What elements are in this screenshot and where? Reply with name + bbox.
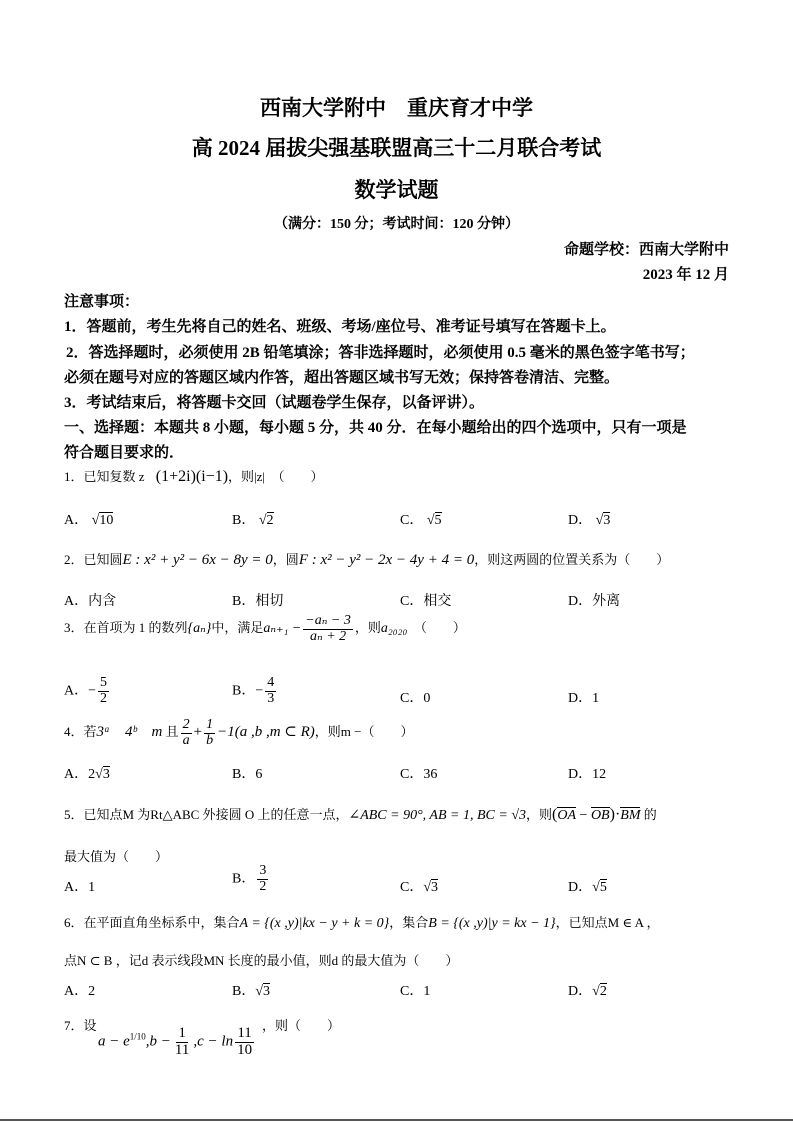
option-value: 10	[99, 513, 114, 528]
q1-option-c[interactable]: C． √5	[400, 513, 442, 528]
q4-mid: 且	[162, 724, 179, 740]
page-bottom-divider	[0, 1119, 793, 1121]
question-1	[64, 466, 324, 486]
q5-option-a[interactable]	[64, 876, 95, 896]
q4-option-b[interactable]	[232, 763, 262, 783]
q4-plus: +	[193, 724, 203, 741]
q6-option-d[interactable]: D．√2	[568, 984, 607, 999]
q6-option-b[interactable]: B．√3	[232, 984, 271, 999]
option-value: 1	[592, 691, 600, 706]
option-value: 内含	[88, 594, 117, 609]
option-label: A．	[64, 880, 89, 895]
q5-vector-oa: OA	[557, 808, 577, 823]
q6-prefix: 6．在平面直角坐标系中，集合	[64, 915, 240, 930]
q3-option-a[interactable]	[64, 676, 111, 706]
q5-suffix: 的	[640, 807, 657, 822]
option-label: C．	[400, 691, 424, 706]
q7-c-fraction	[235, 1026, 254, 1059]
question-5	[64, 804, 657, 824]
q4-f2-den: b	[206, 732, 214, 748]
option-value: 2	[266, 513, 274, 528]
option-coef: 2	[88, 767, 96, 782]
q4-f2-num: 1	[206, 717, 214, 732]
section-header-cont: 符合题目要求的．	[64, 445, 185, 461]
option-num: 3	[259, 863, 267, 878]
q3-prefix: 3．在首项为 1 的数列	[64, 620, 188, 636]
q3-seq: {aₙ}	[187, 621, 212, 637]
option-label: C．	[400, 880, 424, 895]
q4-suffix: ，则m −（ ）	[314, 724, 414, 740]
q7-suffix: ，则（ ）	[262, 1018, 341, 1033]
q4-option-c[interactable]	[400, 763, 437, 783]
q7-b-den: 11	[174, 1041, 190, 1058]
q3-option-c[interactable]	[400, 687, 430, 707]
q5-line2: 最大值为（ ）	[64, 849, 169, 864]
q2-option-b[interactable]	[232, 590, 283, 610]
option-value: 3	[102, 767, 110, 782]
option-value: 1	[88, 880, 96, 895]
option-fraction	[265, 676, 276, 706]
exam-title: 高 2024 届拔尖强基联盟高三十二月联合考试	[191, 136, 602, 160]
option-label: A．	[64, 984, 89, 999]
q7-prefix: 7．设	[64, 1018, 97, 1033]
option-label: B．	[232, 513, 256, 528]
option-value: 12	[592, 767, 607, 782]
q6-line2: 点N ⊂ B ，记d 表示线段MN 长度的最小值，则d 的最大值为（ ）	[64, 953, 459, 968]
option-value: 5	[434, 513, 442, 528]
q6-option-a[interactable]	[64, 980, 95, 1000]
q3-denominator: aₙ + 2	[310, 628, 347, 644]
q3-option-b[interactable]	[232, 676, 278, 706]
option-label: D．	[568, 691, 593, 706]
q7-c-den: 10	[237, 1041, 253, 1058]
option-label: B．	[232, 767, 256, 782]
option-value: 0	[423, 691, 431, 706]
q3-fraction	[303, 614, 353, 644]
option-label: D．	[568, 767, 593, 782]
option-label: B．	[232, 683, 256, 699]
q1-math: (1+2i)(i−1)	[155, 468, 229, 485]
option-value: 外离	[592, 594, 621, 609]
option-num: 4	[267, 675, 275, 690]
q2-prefix: 2．已知圆	[64, 552, 123, 567]
option-label: D．	[568, 880, 593, 895]
option-label: D．	[568, 513, 593, 528]
q4-f1-den: a	[182, 732, 190, 748]
exam-info: （满分：150 分；考试时间：120 分钟）	[274, 217, 519, 232]
q2-suffix: ，则这两圆的位置关系为（ ）	[474, 552, 670, 567]
q4-rest: −1(a ,b ,m ⊂ R)	[217, 724, 315, 741]
option-value: 2	[599, 984, 607, 999]
option-label: B．	[232, 871, 256, 887]
option-label: A．	[64, 683, 89, 699]
q5-condition: ∠ABC = 90°, AB = 1, BC = √3	[348, 808, 527, 823]
setter-school: 命题学校：西南大学附中	[563, 242, 729, 258]
q2-option-a[interactable]	[64, 590, 116, 610]
question-4	[64, 718, 414, 748]
option-value: 相切	[255, 594, 284, 609]
q4-prefix: 4．若	[64, 724, 97, 740]
q7-b-fraction	[173, 1026, 191, 1059]
option-sign: −	[88, 683, 97, 699]
school-names: 西南大学附中 重庆育才中学	[260, 96, 533, 120]
notice-item-1: 1．答题前，考生先将自己的姓名、班级、考场/座位号、准考证号填写在答题卡上。	[64, 319, 616, 335]
option-den: 2	[259, 878, 267, 894]
q6-set-b: B = {(x ,y)|y = kx − 1}	[428, 916, 556, 931]
q1-option-d[interactable]: D． √3	[568, 513, 611, 528]
q3-lhs: aₙ₊₁ −	[263, 621, 302, 637]
option-label: B．	[232, 984, 256, 999]
question-2	[64, 549, 669, 569]
option-label: A．	[64, 767, 89, 782]
q4-powers: 3ᵃ 4ᵇ m	[96, 724, 163, 741]
q4-option-d[interactable]	[568, 763, 606, 783]
option-fraction	[98, 676, 109, 706]
q5-vector-bm: BM	[620, 808, 641, 823]
q4-f1-num: 2	[182, 717, 190, 732]
q5-option-b[interactable]	[232, 864, 270, 894]
q6-suffix: ，已知点M ∈ A ，	[555, 915, 660, 930]
option-value: 3	[431, 880, 439, 895]
option-den: 3	[267, 690, 275, 706]
option-label: C．	[400, 767, 424, 782]
notice-item-2: 2．答选择题时，必须使用 2B 铅笔填涂；答非选择题时，必须使用 0.5 毫米的黑色签字笔书写；	[66, 345, 695, 361]
subject-title: 数学试题	[354, 178, 439, 202]
option-num: 5	[100, 675, 108, 690]
q7-a-def: a − e	[98, 1033, 130, 1050]
q5-vector-ob: OB	[590, 808, 610, 823]
q6-set-a: A = {(x ,y)|kx − y + k = 0}	[239, 916, 390, 931]
option-label: D．	[568, 984, 593, 999]
q4-fraction-2	[204, 718, 215, 748]
q7-c-num: 11	[237, 1025, 252, 1041]
q5-mid: ，则	[526, 807, 553, 822]
q7-b-def: ,b −	[145, 1033, 171, 1050]
q7-definitions	[98, 1026, 256, 1059]
q5-minus: −	[576, 808, 591, 823]
question-3	[64, 614, 466, 644]
q4-fraction-1	[181, 718, 192, 748]
q2-option-c[interactable]	[400, 590, 451, 610]
q7-b-num: 1	[178, 1025, 186, 1041]
option-label: C．	[400, 594, 424, 609]
option-value: 3	[263, 984, 271, 999]
option-den: 2	[100, 690, 108, 706]
notice-item-3: 3．考试结束后，将答题卡交回（试题卷学生保存，以备评讲）。	[64, 395, 485, 411]
q5-option-c[interactable]: C．√3	[400, 880, 439, 895]
q4-option-a[interactable]: A．2√3	[64, 767, 110, 782]
q2-mid: ，圆	[272, 552, 299, 567]
option-value: 6	[255, 767, 263, 782]
q5-prefix: 5．已知点M 为Rt△ABC 外接圆 O 上的任意一点，	[64, 807, 349, 822]
option-label: C．	[400, 513, 424, 528]
q3-target: a₂₀₂₀	[380, 621, 408, 637]
option-sign: −	[255, 683, 264, 699]
q1-option-a[interactable]: A． √10	[64, 513, 114, 528]
option-value: 相交	[423, 594, 452, 609]
q2-circle-e: E : x² + y² − 6x − 8y = 0	[122, 552, 273, 568]
q5-paren-open: (	[552, 806, 558, 823]
option-value: 5	[599, 880, 607, 895]
q5-paren-close: )·	[609, 806, 621, 823]
question-6	[64, 912, 660, 932]
notice-heading: 注意事项：	[64, 294, 140, 310]
q1-option-b[interactable]: B． √2	[232, 513, 274, 528]
option-fraction	[257, 864, 268, 894]
q5-option-d[interactable]: D．√5	[568, 880, 607, 895]
option-value: 1	[423, 984, 431, 999]
q6-mid: ，集合	[389, 915, 429, 930]
option-label: C．	[400, 984, 424, 999]
option-label: A．	[64, 594, 89, 609]
option-value: 2	[88, 984, 96, 999]
q2-circle-f: F : x² − y² − 2x − 4y + 4 = 0	[298, 552, 475, 568]
q1-prefix: 1．已知复数 z	[64, 469, 145, 484]
option-label: B．	[232, 594, 256, 609]
q2-option-d[interactable]	[568, 590, 620, 610]
q7-c-def: ,c − ln	[193, 1033, 234, 1050]
q3-suffix: ，则	[354, 620, 381, 636]
option-label: A．	[64, 513, 89, 528]
option-value: 3	[603, 513, 611, 528]
q3-numerator: −aₙ − 3	[305, 613, 351, 628]
exam-date: 2023 年 12 月	[642, 267, 729, 283]
q3-paren: （ ）	[407, 620, 466, 636]
q3-option-d[interactable]	[568, 687, 599, 707]
q1-suffix: ，则|z| （ ）	[228, 469, 324, 484]
section-header: 一、选择题：本题共 8 小题，每小题 5 分，共 40 分．在每小题给出的四个选项中，只有一项是	[64, 420, 687, 436]
q6-option-c[interactable]	[400, 980, 430, 1000]
q3-mid: 中，满足	[211, 620, 264, 636]
option-value: 36	[423, 767, 438, 782]
q7-a-exponent: 1/10	[129, 1031, 146, 1042]
notice-item-2-cont: 必须在题号对应的答题区域内作答，超出答题区域书写无效；保持答卷清洁、完整。	[64, 370, 620, 386]
option-label: D．	[568, 594, 593, 609]
